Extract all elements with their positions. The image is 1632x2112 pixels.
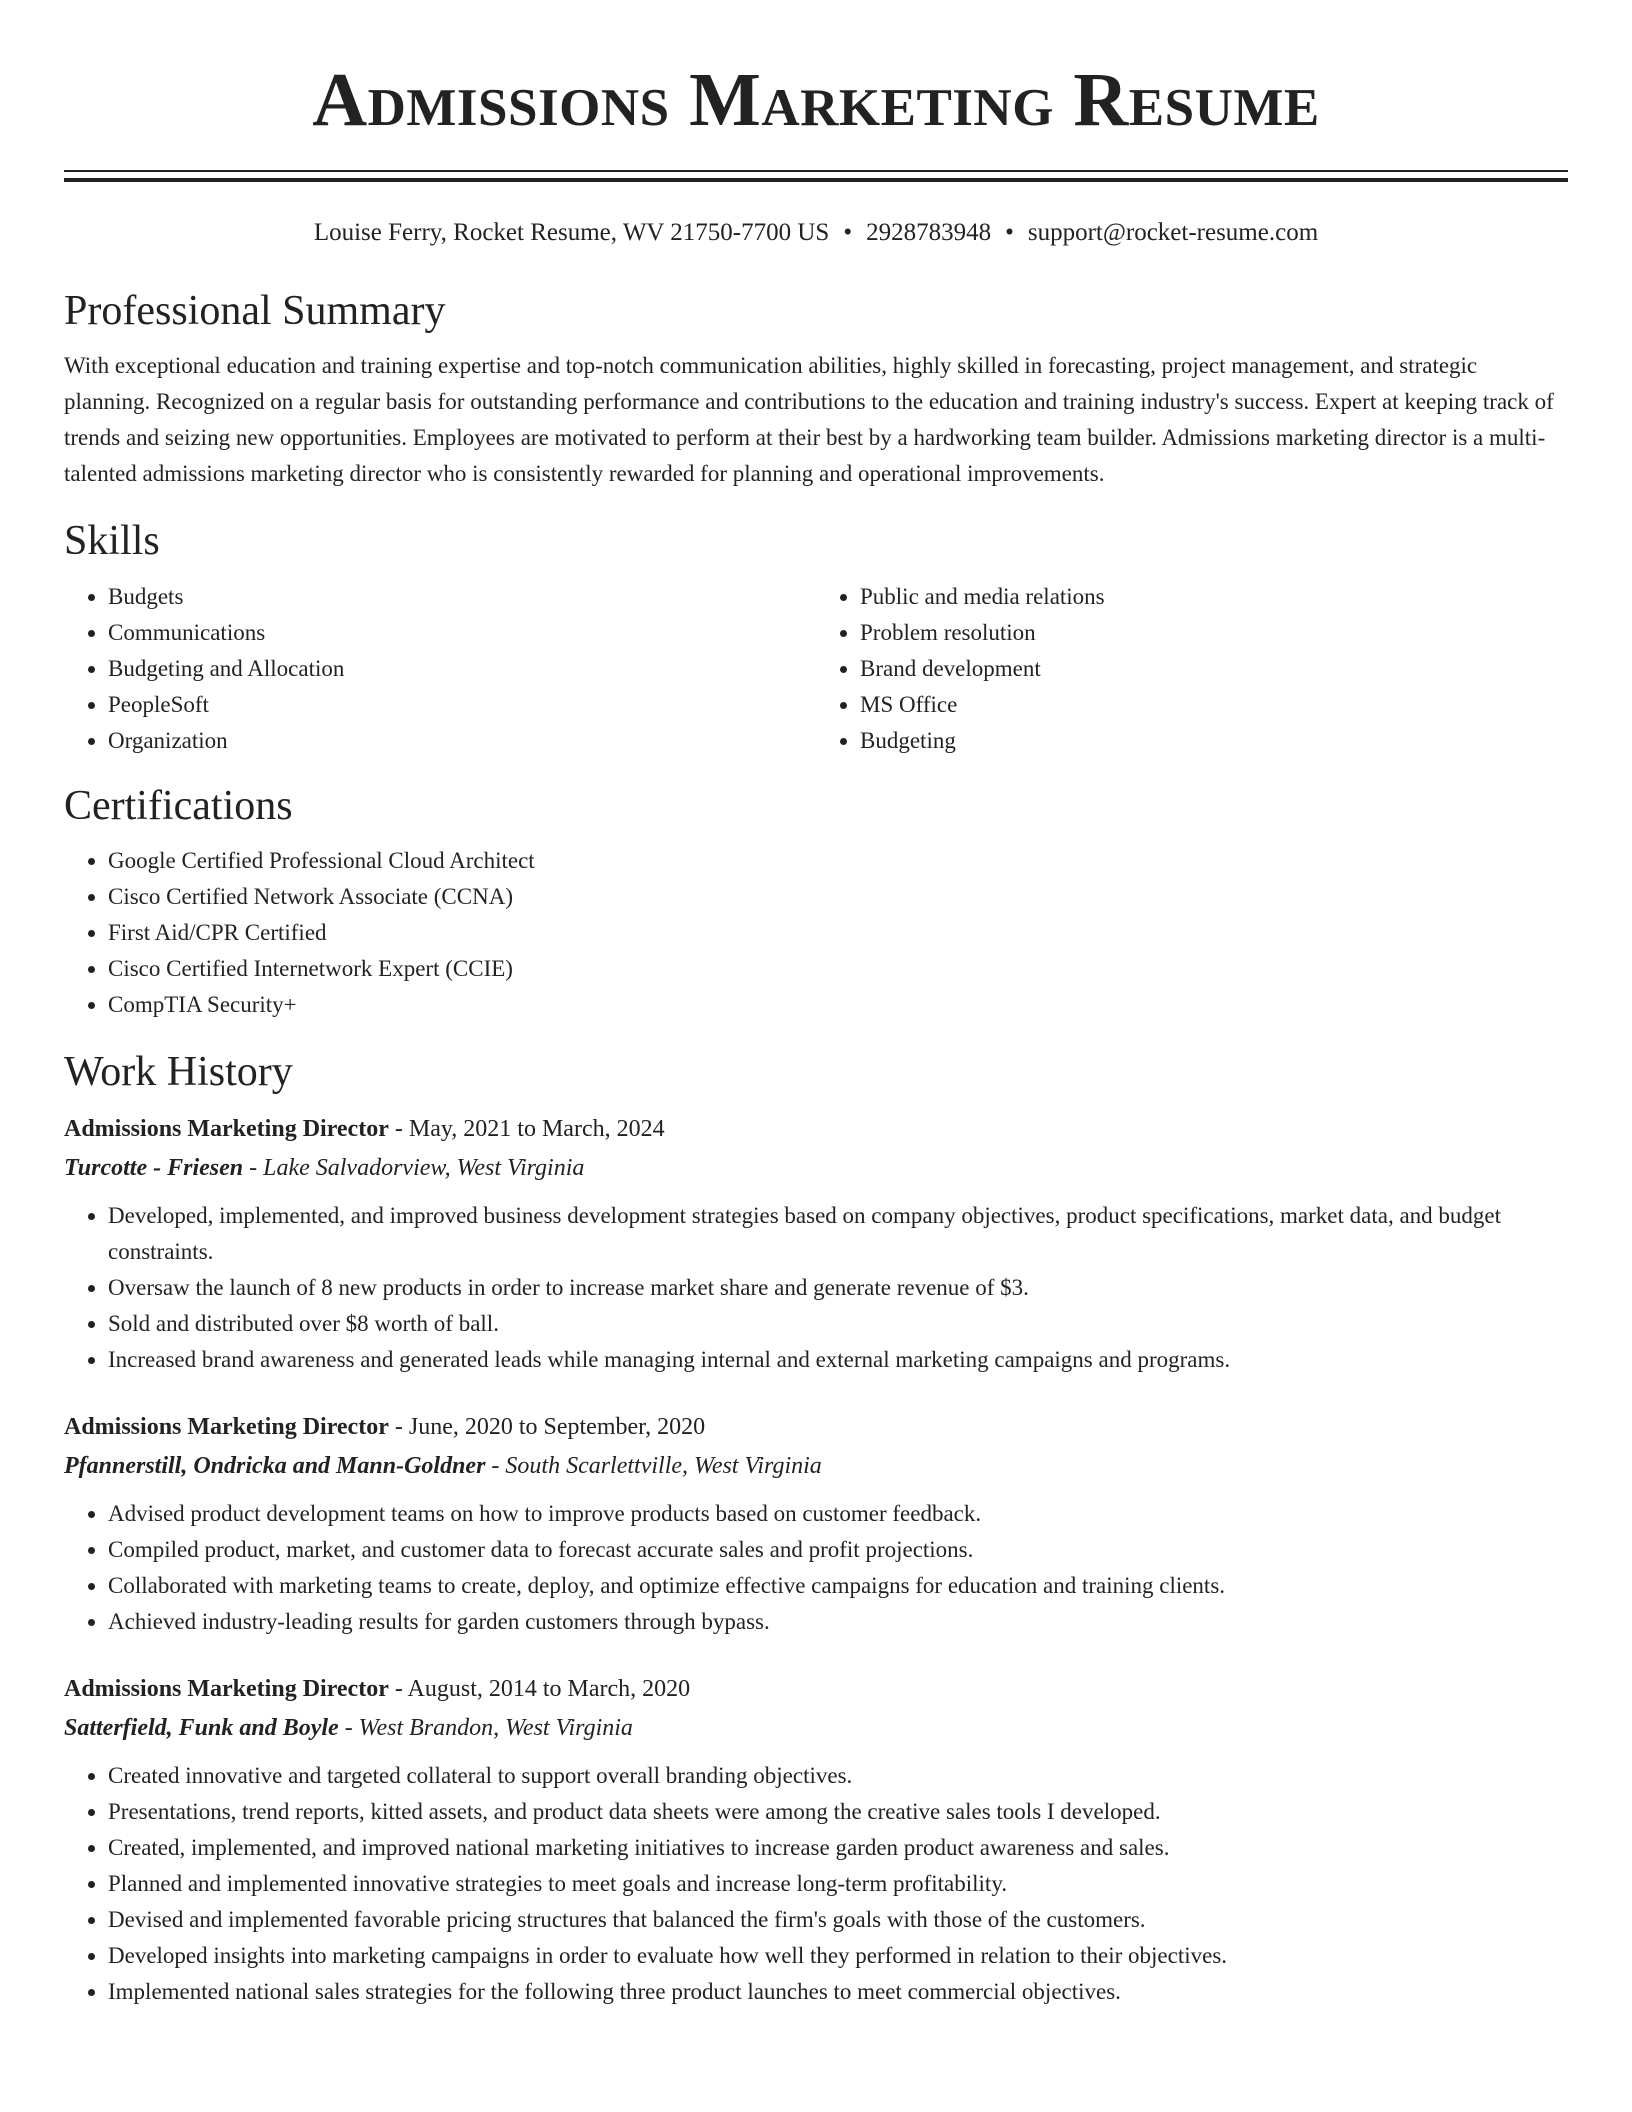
certification-item: • Cisco Certified Internetwork Expert (CCIE) xyxy=(108,951,1568,987)
job-company: Pfannerstill, Ondricka and Mann-Goldner xyxy=(64,1452,486,1479)
job-bullet: • Developed insights into marketing campaigns in order to evaluate how well they performed in relation to their objectives. xyxy=(108,1938,1568,1974)
skill-item: • Communications xyxy=(108,615,816,651)
resume-title: Admissions Marketing Resume xyxy=(312,58,1320,142)
contact-phone: 2928783948 xyxy=(866,219,992,246)
skill-item: • PeopleSoft xyxy=(108,687,816,723)
job-bullets xyxy=(64,1198,1568,1378)
contact-line xyxy=(64,218,1568,248)
certification-item: • Google Certified Professional Cloud Architect xyxy=(108,843,1568,879)
summary-heading: Professional Summary xyxy=(64,288,446,334)
certification-item: • Cisco Certified Network Associate (CCNA) xyxy=(108,879,1568,915)
job-bullet: • Compiled product, market, and customer data to forecast accurate sales and profit projections. xyxy=(108,1532,1568,1568)
skill-item: • MS Office xyxy=(860,687,1568,723)
job-role: Admissions Marketing Director xyxy=(64,1675,389,1702)
certifications-list xyxy=(64,843,1568,1023)
certification-item: • First Aid/CPR Certified xyxy=(108,915,1568,951)
skill-item: • Problem resolution xyxy=(860,615,1568,651)
skill-item: • Brand development xyxy=(860,651,1568,687)
job-location: - Lake Salvadorview, West Virginia xyxy=(243,1154,585,1181)
job-entry xyxy=(64,1408,1568,1640)
job-bullet: • Achieved industry-leading results for garden customers through bypass. xyxy=(108,1604,1568,1640)
skill-item: • Organization xyxy=(108,723,816,759)
skills-list-left xyxy=(64,579,816,759)
job-company-line xyxy=(64,1708,1568,1748)
job-company-line xyxy=(64,1446,1568,1486)
work-history-heading: Work History xyxy=(64,1049,293,1096)
job-bullet: • Sold and distributed over $8 worth of ball. xyxy=(108,1306,1568,1342)
job-company: Turcotte - Friesen xyxy=(64,1154,244,1181)
skills-columns xyxy=(64,567,1568,759)
job-title-line xyxy=(64,1110,1568,1148)
job-bullet: • Devised and implemented favorable pricing structures that balanced the firm's goals with those of the customers. xyxy=(108,1902,1568,1938)
certification-item: • CompTIA Security+ xyxy=(108,987,1568,1023)
title-rule-thin xyxy=(64,170,1568,172)
job-company: Satterfield, Funk and Boyle xyxy=(64,1714,339,1741)
job-location: - West Brandon, West Virginia xyxy=(338,1714,633,1741)
job-entry xyxy=(64,1110,1568,1378)
job-bullets xyxy=(64,1496,1568,1640)
job-role: Admissions Marketing Director xyxy=(64,1115,389,1142)
certifications-heading: Certifications xyxy=(64,782,293,829)
job-bullet: • Collaborated with marketing teams to create, deploy, and optimize effective campaigns for education and training clients. xyxy=(108,1568,1568,1604)
job-dates: - June, 2020 to September, 2020 xyxy=(388,1413,706,1440)
skill-item: • Budgets xyxy=(108,579,816,615)
title-rule-thick xyxy=(64,178,1568,182)
skill-item: • Public and media relations xyxy=(860,579,1568,615)
job-title-line xyxy=(64,1670,1568,1708)
skills-list-right xyxy=(816,579,1568,759)
job-title-line xyxy=(64,1408,1568,1446)
contact-address: Louise Ferry, Rocket Resume, WV 21750-7700 US xyxy=(313,219,830,246)
job-entry xyxy=(64,1670,1568,2010)
job-bullet: • Oversaw the launch of 8 new products in order to increase market share and generate revenue of $3. xyxy=(108,1270,1568,1306)
summary-text: With exceptional education and training expertise and top-notch communication abilities, highly skilled in forecasting, project management, and strategic planning. Recognized on a regular basis for outstanding performance and contributions to the education and training industry's success. Expert at keeping track of trends and seizing new opportunities. Employees are motivated to perform at their best by a hardworking team builder. Admissions marketing director is a multi-talented admissions marketing director who is consistently rewarded for planning and operational improvements. xyxy=(64,353,1554,487)
job-location: - South Scarlettville, West Virginia xyxy=(485,1452,822,1479)
contact-separator: • xyxy=(843,219,853,246)
job-dates: - May, 2021 to March, 2024 xyxy=(388,1115,665,1142)
skill-item: • Budgeting xyxy=(860,723,1568,759)
job-company-line xyxy=(64,1148,1568,1188)
job-bullet: • Increased brand awareness and generated leads while managing internal and external marketing campaigns and programs. xyxy=(108,1342,1568,1378)
job-bullets xyxy=(64,1758,1568,2010)
skill-item: • Budgeting and Allocation xyxy=(108,651,816,687)
job-bullet: • Created, implemented, and improved national marketing initiatives to increase garden product awareness and sales. xyxy=(108,1830,1568,1866)
skills-heading: Skills xyxy=(64,518,160,565)
job-bullet: • Presentations, trend reports, kitted assets, and product data sheets were among the creative sales tools I developed. xyxy=(108,1794,1568,1830)
job-bullet: • Created innovative and targeted collateral to support overall branding objectives. xyxy=(108,1758,1568,1794)
job-bullet: • Planned and implemented innovative strategies to meet goals and increase long-term profitability. xyxy=(108,1866,1568,1902)
job-bullet: • Advised product development teams on how to improve products based on customer feedback. xyxy=(108,1496,1568,1532)
job-dates: - August, 2014 to March, 2020 xyxy=(388,1675,691,1702)
job-bullet: • Implemented national sales strategies for the following three product launches to meet commercial objectives. xyxy=(108,1974,1568,2010)
job-role: Admissions Marketing Director xyxy=(64,1413,389,1440)
job-bullet: • Developed, implemented, and improved business development strategies based on company objectives, product specifications, market data, and budget constraints. xyxy=(108,1198,1568,1270)
contact-email: support@rocket-resume.com xyxy=(1027,219,1319,246)
contact-separator: • xyxy=(1005,219,1014,246)
